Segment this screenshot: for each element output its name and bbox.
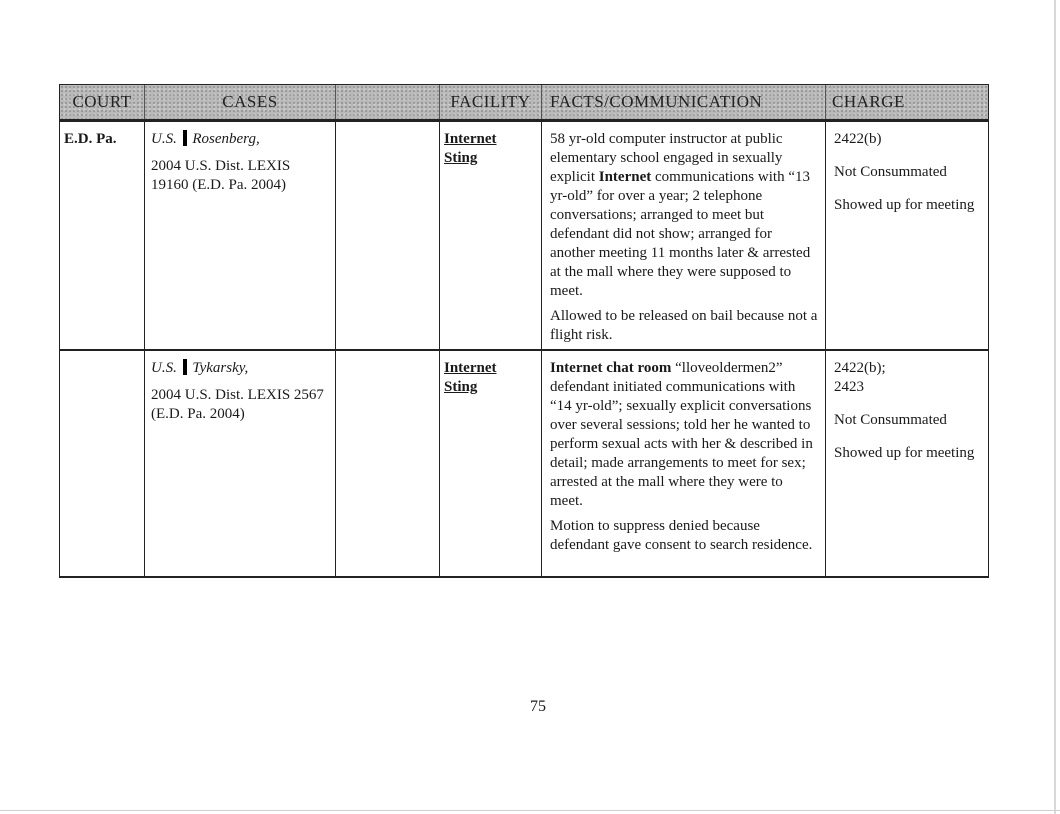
table-row xyxy=(59,122,989,351)
blank-cell xyxy=(336,351,440,576)
facts-text-rest: “lloveoldermen2” defendant initiated communications with “14 yr-old”; sexually explicit conversations over several sessions; told her he wanted to perform sexual acts with her & described in detail; made arrangements to meet for sex; arrested at the mall where they were to meet. xyxy=(550,360,813,509)
facts-paragraph xyxy=(550,359,819,511)
charge-note: Showed up for meeting xyxy=(834,197,975,213)
case-title xyxy=(151,130,329,149)
facts-bold: Internet xyxy=(598,169,652,185)
facts-bold: Internet chat room xyxy=(550,360,672,376)
facility-line1: Internet xyxy=(444,360,497,376)
redaction-mark xyxy=(183,130,187,146)
facility-cell xyxy=(440,122,542,349)
charge-statute: 2422(b) xyxy=(834,131,882,147)
case-citation: 2004 U.S. Dist. LEXIS 2567 (E.D. Pa. 2004) xyxy=(151,387,324,422)
charge-statute: 2422(b); xyxy=(834,360,886,376)
charge-status: Not Consummated xyxy=(834,412,947,428)
case-prefix: U.S. xyxy=(151,360,177,376)
header-facts: FACTS/COMMUNICATION xyxy=(542,85,826,119)
header-court: COURT xyxy=(60,85,145,119)
case-title xyxy=(151,359,329,378)
case-cell xyxy=(145,122,336,349)
case-citation: 2004 U.S. Dist. LEXIS 19160 (E.D. Pa. 2004) xyxy=(151,158,291,193)
blank-cell xyxy=(336,122,440,349)
table-row xyxy=(59,351,989,578)
facility-line2: Sting xyxy=(444,379,478,395)
facts-cell xyxy=(542,122,826,349)
header-blank xyxy=(336,85,440,119)
charge-status: Not Consummated xyxy=(834,164,947,180)
header-cases: CASES xyxy=(145,85,336,119)
facility-line1: Internet xyxy=(444,131,497,147)
case-name: Rosenberg, xyxy=(192,131,260,147)
facts-cell xyxy=(542,351,826,576)
charge-note: Showed up for meeting xyxy=(834,445,975,461)
charge-cell xyxy=(826,122,988,349)
case-prefix: U.S. xyxy=(151,131,177,147)
charge-cell xyxy=(826,351,988,576)
facility-line2: Sting xyxy=(444,150,478,166)
page-edge-right xyxy=(1054,0,1056,814)
charge-statute-2: 2423 xyxy=(834,379,864,395)
facts-text: 58 yr-old computer instructor at public elementary school engaged in sexually explicit xyxy=(550,131,783,185)
header-facility: FACILITY xyxy=(440,85,542,119)
table-header-row xyxy=(59,84,989,122)
court-cell xyxy=(60,351,145,576)
case-table xyxy=(59,84,989,578)
header-charge: CHARGE xyxy=(832,92,905,111)
page-number: 75 xyxy=(530,698,546,715)
facts-outcome: Motion to suppress denied because defendant gave consent to search residence. xyxy=(550,518,813,553)
facts-paragraph xyxy=(550,130,819,301)
facts-text-rest: communications with “13 yr-old” for over a year; 2 telephone conversations; arranged to meet but defendant did not show; arranged for another meeting 11 months later & arrested at the mall where they were supposed to meet. xyxy=(550,169,811,299)
case-cell xyxy=(145,351,336,576)
case-name: Tykarsky, xyxy=(192,360,249,376)
facility-cell xyxy=(440,351,542,576)
facts-outcome: Allowed to be released on bail because not a flight risk. xyxy=(550,308,818,343)
page-edge-bottom xyxy=(0,810,1060,811)
redaction-mark xyxy=(183,359,187,375)
court-cell: E.D. Pa. xyxy=(60,122,145,349)
